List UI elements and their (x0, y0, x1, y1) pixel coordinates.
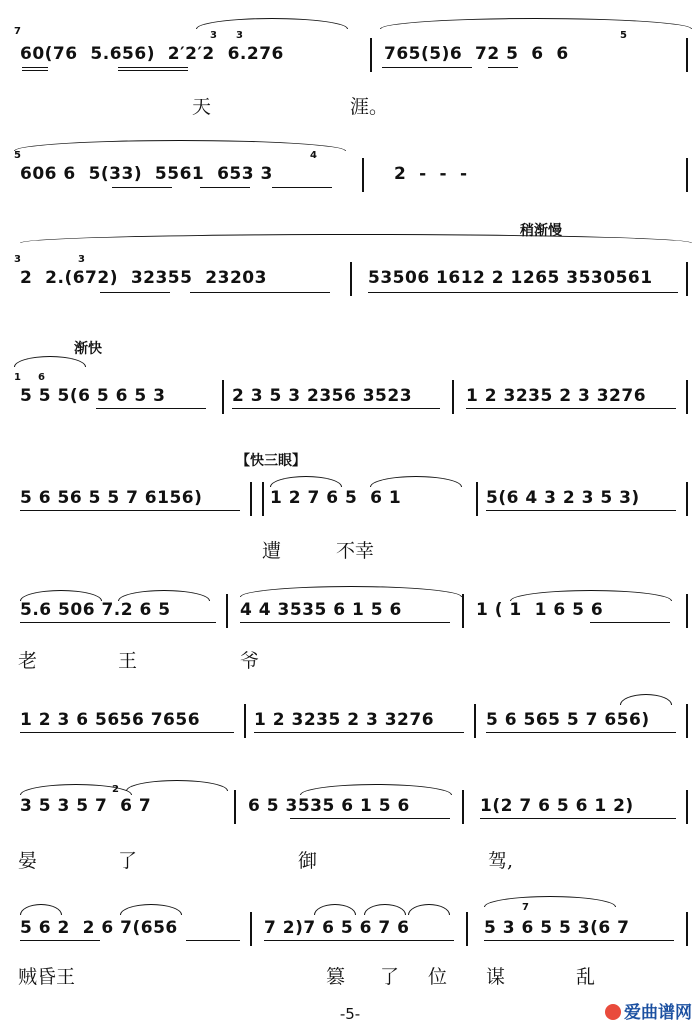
bar-line (474, 704, 476, 738)
bar-line (462, 790, 464, 824)
grace-note: 3 (236, 30, 243, 41)
measure-notes: 5 6 2 2 6 7(656 (20, 918, 178, 938)
music-logo-icon (605, 1004, 621, 1020)
bar-line (686, 594, 688, 628)
tempo-marking: 渐快 (74, 341, 102, 357)
measure-notes: 5(6 4 3 2 3 5 3) (486, 488, 640, 508)
grace-note: 4 (310, 150, 317, 161)
grace-note: 7 (14, 26, 21, 37)
measure-notes: 53506 1612 2 1265 3530561 (368, 268, 653, 288)
lyric: 爷 (240, 650, 260, 672)
lyric: 位 (428, 966, 448, 988)
bar-line (476, 482, 478, 516)
measure-notes: 1 2 3235 2 3 3276 (254, 710, 435, 730)
grace-note: 1 (14, 372, 21, 383)
lyric: 篡 (326, 966, 346, 988)
lyric: 晏 (18, 850, 38, 872)
grace-note: 3 (14, 254, 21, 265)
bar-line (222, 380, 224, 414)
lyric: 不幸 (336, 540, 375, 562)
measure-notes: 2 - - - (394, 164, 468, 184)
bar-line (234, 790, 236, 824)
bar-line (462, 594, 464, 628)
measure-notes: 1 2 3235 2 3 3276 (466, 386, 647, 406)
grace-note: 3 (78, 254, 85, 265)
bar-line (452, 380, 454, 414)
lyric: 老 (18, 650, 38, 672)
lyric: 贼昏王 (18, 966, 76, 988)
measure-notes: 606 6 5(33) 5561 653 3 (20, 164, 273, 184)
bar-line (250, 482, 252, 516)
measure-notes: 765(5)6 72 5 6 6 (384, 44, 569, 64)
bar-line (686, 38, 688, 72)
lyric: 驾, (488, 850, 514, 872)
bar-line (686, 912, 688, 946)
measure-notes: 1 2 7 6 5 6 1 (270, 488, 402, 508)
bar-line (686, 380, 688, 414)
lyric: 御 (298, 850, 318, 872)
bar-line (466, 912, 468, 946)
watermark-text: 爱曲谱网 (624, 1003, 692, 1023)
measure-notes: 1 2 3 6 5656 7656 (20, 710, 201, 730)
bar-line (362, 158, 364, 192)
bar-line (686, 790, 688, 824)
measure-notes: 4 4 3535 6 1 5 6 (240, 600, 402, 620)
measure-notes: 5 6 565 5 7 656) (486, 710, 650, 730)
bar-line (250, 912, 252, 946)
watermark-logo (605, 998, 692, 1023)
lyric: 了 (380, 966, 400, 988)
bar-line (686, 704, 688, 738)
measure-notes: 2 2.(672) 32355 23203 (20, 268, 267, 288)
grace-note: 5 (620, 30, 627, 41)
lyric: 了 (118, 850, 138, 872)
bar-line (262, 482, 264, 516)
measure-notes: 6 5 3535 6 1 5 6 (248, 796, 410, 816)
measure-notes: 5 6 56 5 5 7 6156) (20, 488, 203, 508)
lyric: 天 (192, 96, 212, 118)
bar-line (226, 594, 228, 628)
measure-notes: 5 5 5(6 5 6 5 3 (20, 386, 166, 406)
bar-line (686, 158, 688, 192)
bar-line (686, 482, 688, 516)
tempo-marking: 稍渐慢 (520, 223, 562, 239)
grace-note: 5 (14, 150, 21, 161)
bar-line (350, 262, 352, 296)
measure-notes: 2 3 5 3 2356 3523 (232, 386, 413, 406)
measure-notes: 5.6 506 7.2 6 5 (20, 600, 171, 620)
measure-notes: 5 3 6 5 5 3(6 7 (484, 918, 630, 938)
section-marking: 【快三眼】 (236, 453, 306, 469)
bar-line (686, 262, 688, 296)
lyric: 乱 (576, 966, 596, 988)
measure-notes: 60(76 5.656) 2′2′2 6.276 (20, 44, 284, 64)
measure-notes: 7 2)7 6 5 6 7 6 (264, 918, 410, 938)
lyric: 王 (118, 650, 138, 672)
lyric: 谋 (486, 966, 506, 988)
bar-line (370, 38, 372, 72)
page-number: -5- (339, 1005, 361, 1023)
grace-note: 7 (522, 902, 529, 913)
measure-notes: 3 5 3 5 7 6 7 (20, 796, 152, 816)
lyric: 涯。 (350, 96, 389, 118)
measure-notes: 1(2 7 6 5 6 1 2) (480, 796, 634, 816)
grace-note: 6 (38, 372, 45, 383)
grace-note: 3 (210, 30, 217, 41)
grace-note: 2 (112, 784, 119, 795)
bar-line (244, 704, 246, 738)
lyric: 遭 (262, 540, 282, 562)
measure-notes: 1 ( 1 1 6 5 6 (476, 600, 604, 620)
